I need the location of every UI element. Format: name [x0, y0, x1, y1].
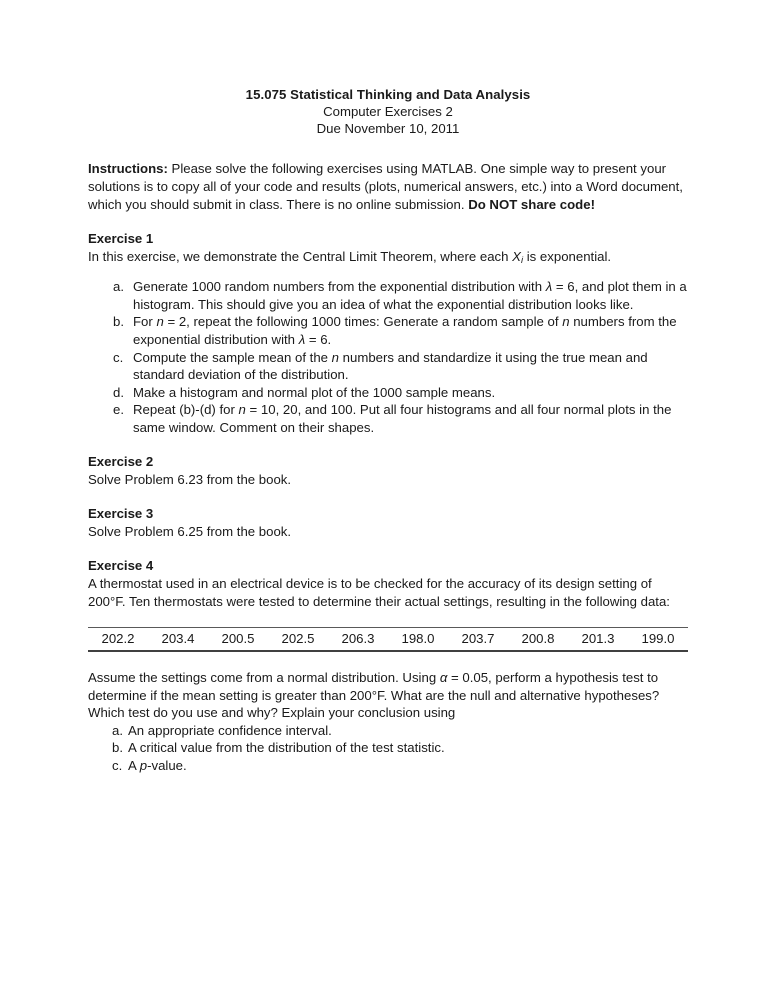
- list-item: [88, 384, 688, 402]
- list-marker: e.: [113, 402, 124, 418]
- list-item-text-b: A critical value from the distribution of the test statistic.: [128, 740, 445, 756]
- list-item: [88, 349, 688, 384]
- exercise-1-intro-before: In this exercise, we demonstrate the Central Limit Theorem, where each: [88, 248, 513, 264]
- list-item: [88, 313, 688, 348]
- list-item-text-b-3: numbers from the exponential distribution with: [133, 314, 677, 347]
- list-marker: b.: [112, 740, 123, 756]
- table-cell: 201.3: [581, 631, 615, 647]
- instructions-line3: which you should submit in class. There is no online submission.: [88, 196, 469, 212]
- thermostat-data-table: [88, 627, 688, 652]
- table-cell: 203.4: [161, 631, 195, 647]
- variable-n: n: [331, 349, 339, 365]
- table-cell: 202.2: [101, 631, 135, 647]
- document-subtitle: Computer Exercises 2: [323, 104, 453, 120]
- instructions-emphasis: Do NOT share code!: [468, 196, 595, 212]
- table-cell: 200.5: [221, 631, 255, 647]
- list-marker: a.: [113, 279, 124, 295]
- list-item: [88, 722, 688, 740]
- list-item-text-e-cont: = 10, 20, and 100. Put all four histograms and all four normal plots in the same window. Comment on their shapes.: [133, 402, 672, 435]
- variable-n: n: [562, 314, 570, 330]
- variable-n: n: [238, 402, 246, 418]
- list-marker: c.: [112, 757, 123, 773]
- table-cell: 198.0: [401, 631, 435, 647]
- variable-n: n: [156, 314, 164, 330]
- exercise-3-heading: Exercise 3: [88, 506, 154, 522]
- table-body: [88, 628, 688, 652]
- table-cell: 202.5: [281, 631, 315, 647]
- exercise-1-intro: [88, 248, 688, 268]
- exercise-4-intro: [88, 575, 688, 610]
- exercise-4-closing-part1: Assume the settings come from a normal distribution. Using: [88, 670, 440, 686]
- list-item: [88, 757, 688, 775]
- instructions-label: Instructions:: [88, 161, 168, 177]
- exercise-2-heading: Exercise 2: [88, 454, 154, 470]
- instructions-line1: Please solve the following exercises using MATLAB. One simple way to present your: [167, 161, 667, 177]
- list-item-text-e: Repeat (b)-(d) for: [133, 402, 239, 418]
- list-item-text-c-cont: numbers and standardize it using the true mean and standard deviation of the distribution.: [133, 349, 648, 383]
- list-item-text-a: An appropriate confidence interval.: [128, 722, 332, 738]
- exercise-4-closing: [88, 669, 688, 722]
- list-item-text-c-cont: -value.: [147, 757, 187, 773]
- list-item-text-a-cont: = 6, and plot them in a histogram. This should give you an idea of what the exponential distribution looks like.: [133, 279, 687, 312]
- list-item: [88, 401, 688, 436]
- list-item-text-b-2: = 2, repeat the following 1000 times: Generate a random sample of: [163, 314, 563, 330]
- exercise-4-intro-line2: Ten thermostats were tested to determine their actual settings, resulting in the following data:: [128, 593, 670, 609]
- list-marker: d.: [113, 384, 124, 400]
- exercise-1-intro-after: is exponential.: [523, 248, 612, 264]
- table-cell: 200.8: [521, 631, 555, 647]
- instructions-paragraph: [88, 160, 688, 213]
- variable-x: X: [512, 248, 521, 264]
- variable-p: p: [139, 757, 148, 773]
- exercise-4-list: [88, 722, 688, 775]
- table-cell: 199.0: [641, 631, 675, 647]
- list-item: [88, 739, 688, 757]
- document-content: [88, 86, 688, 774]
- exercise-4-closing-part2: = 0.05, perform a hypothesis test to determine if the mean setting is greater than 200°F. What are the null and alternative hypotheses? Which test do you use and why? Explain your conclusion using: [88, 670, 660, 721]
- exercise-4-intro-line1: A thermostat used in an electrical device is to be checked for the accuracy of its design setting of 200°F.: [88, 576, 652, 609]
- alpha-symbol: α: [439, 670, 448, 686]
- document-header: [88, 86, 688, 137]
- exercise-1-heading: Exercise 1: [88, 231, 154, 247]
- variable-x-subscript: i: [520, 254, 524, 266]
- list-marker: b.: [113, 314, 124, 330]
- list-item: [88, 278, 688, 313]
- lambda-symbol: λ: [298, 332, 306, 347]
- list-item-text-a: Generate 1000 random numbers from the exponential distribution with: [133, 279, 546, 295]
- list-item-text-d: Make a histogram and normal plot of the 1000 sample means.: [133, 384, 496, 400]
- list-marker: c.: [113, 349, 124, 365]
- lambda-symbol: λ: [545, 279, 553, 295]
- exercise-1-list: [88, 278, 688, 436]
- list-item-text-b: For: [133, 314, 157, 330]
- list-item-text-b-4: = 6.: [305, 332, 332, 347]
- exercise-2-body: Solve Problem 6.23 from the book.: [88, 471, 292, 487]
- document-due-date: Due November 10, 2011: [316, 121, 460, 137]
- instructions-line2: solutions is to copy all of your code and results (plots, numerical answers, etc.) into a Word document,: [88, 179, 683, 195]
- table-cell: 206.3: [341, 631, 375, 647]
- table-cell: 203.7: [461, 631, 495, 647]
- list-item-text-c: A: [128, 757, 140, 773]
- table-row: [88, 628, 688, 652]
- list-item-text-c: Compute the sample mean of the: [133, 349, 332, 365]
- list-marker: a.: [112, 722, 123, 738]
- page-title: 15.075 Statistical Thinking and Data Analysis: [245, 87, 531, 102]
- exercise-4-heading: Exercise 4: [88, 558, 154, 574]
- exercise-3-body: Solve Problem 6.25 from the book.: [88, 523, 292, 539]
